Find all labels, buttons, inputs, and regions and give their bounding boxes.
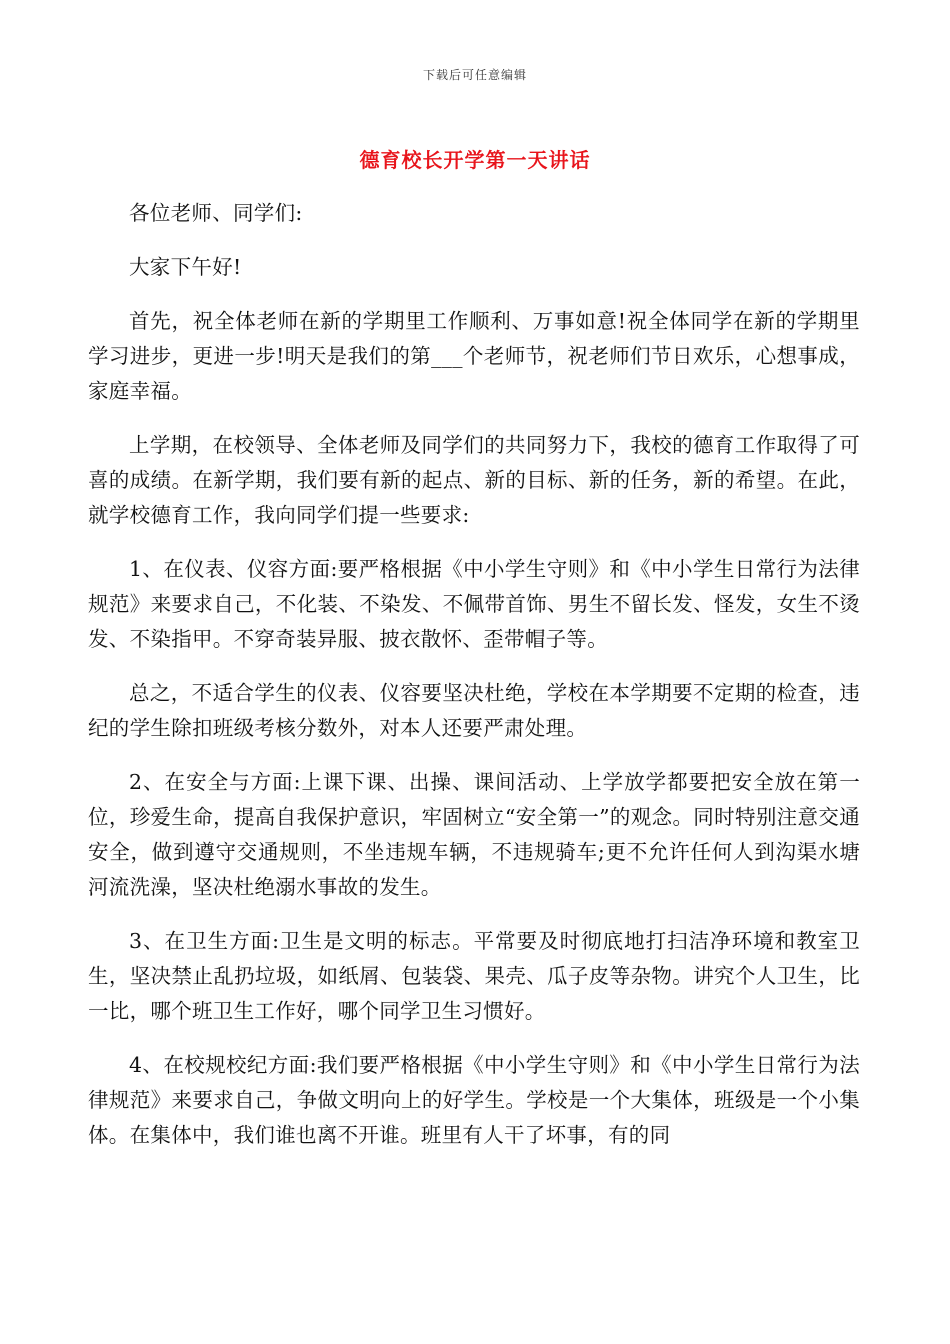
paragraph-salutation: 大家下午好! [129,255,242,279]
document-title: 德育校长开学第一天讲话 [359,148,591,172]
paragraph-discipline: 4、在校规校纪方面:我们要严格根据《中小学生守则》和《中小学生日常行为法律规范》来要求自己，争做文明向上的好学生。学校是一个大集体，班级是一个小集体。在集体中，我们谁也离不开谁。班里有人干了坏事，有的同 [88,1053,860,1147]
paragraph-appearance: 1、在仪表、仪容方面:要严格根据《中小学生守则》和《中小学生日常行为法律规范》来要求自己，不化装、不染发、不佩带首饰、男生不留长发、怪发，女生不烫发、不染指甲。不穿奇装异服、披衣散怀、歪带帽子等。 [88,557,860,651]
paragraph-summary: 总之，不适合学生的仪表、仪容要坚决杜绝，学校在本学期要不定期的检查，违纪的学生除扣班级考核分数外，对本人还要严肃处理。 [88,681,860,740]
header-note: 下载后可任意编辑 [422,68,527,82]
paragraph-wishes: 首先，祝全体老师在新的学期里工作顺利、万事如意!祝全体同学在新的学期里学习进步，更进一步!明天是我们的第___个老师节，祝老师们节日欢乐，心想事成，家庭幸福。 [88,309,860,403]
document-body [88,196,860,1172]
paragraph-hygiene: 3、在卫生方面:卫生是文明的标志。平常要及时彻底地打扫洁净环境和教室卫生，坚决禁止乱扔垃圾，如纸屑、包装袋、果壳、瓜子皮等杂物。讲究个人卫生，比一比，哪个班卫生工作好，哪个同学卫生习惯好。 [88,929,860,1023]
paragraph-safety: 2、在安全与方面:上课下课、出操、课间活动、上学放学都要把安全放在第一位，珍爱生命，提高自我保护意识，牢固树立“安全第一”的观念。同时特别注意交通安全，做到遵守交通规则，不坐违规车辆，不违规骑车;更不允许任何人到沟渠水塘河流洗澡，坚决杜绝溺水事故的发生。 [88,770,860,899]
paragraph-greeting: 各位老师、同学们: [129,201,303,225]
paragraph-last-term: 上学期，在校领导、全体老师及同学们的共同努力下，我校的德育工作取得了可喜的成绩。在新学期，我们要有新的起点、新的目标、新的任务，新的希望。在此，就学校德育工作，我向同学们提一些要求: [88,433,860,527]
